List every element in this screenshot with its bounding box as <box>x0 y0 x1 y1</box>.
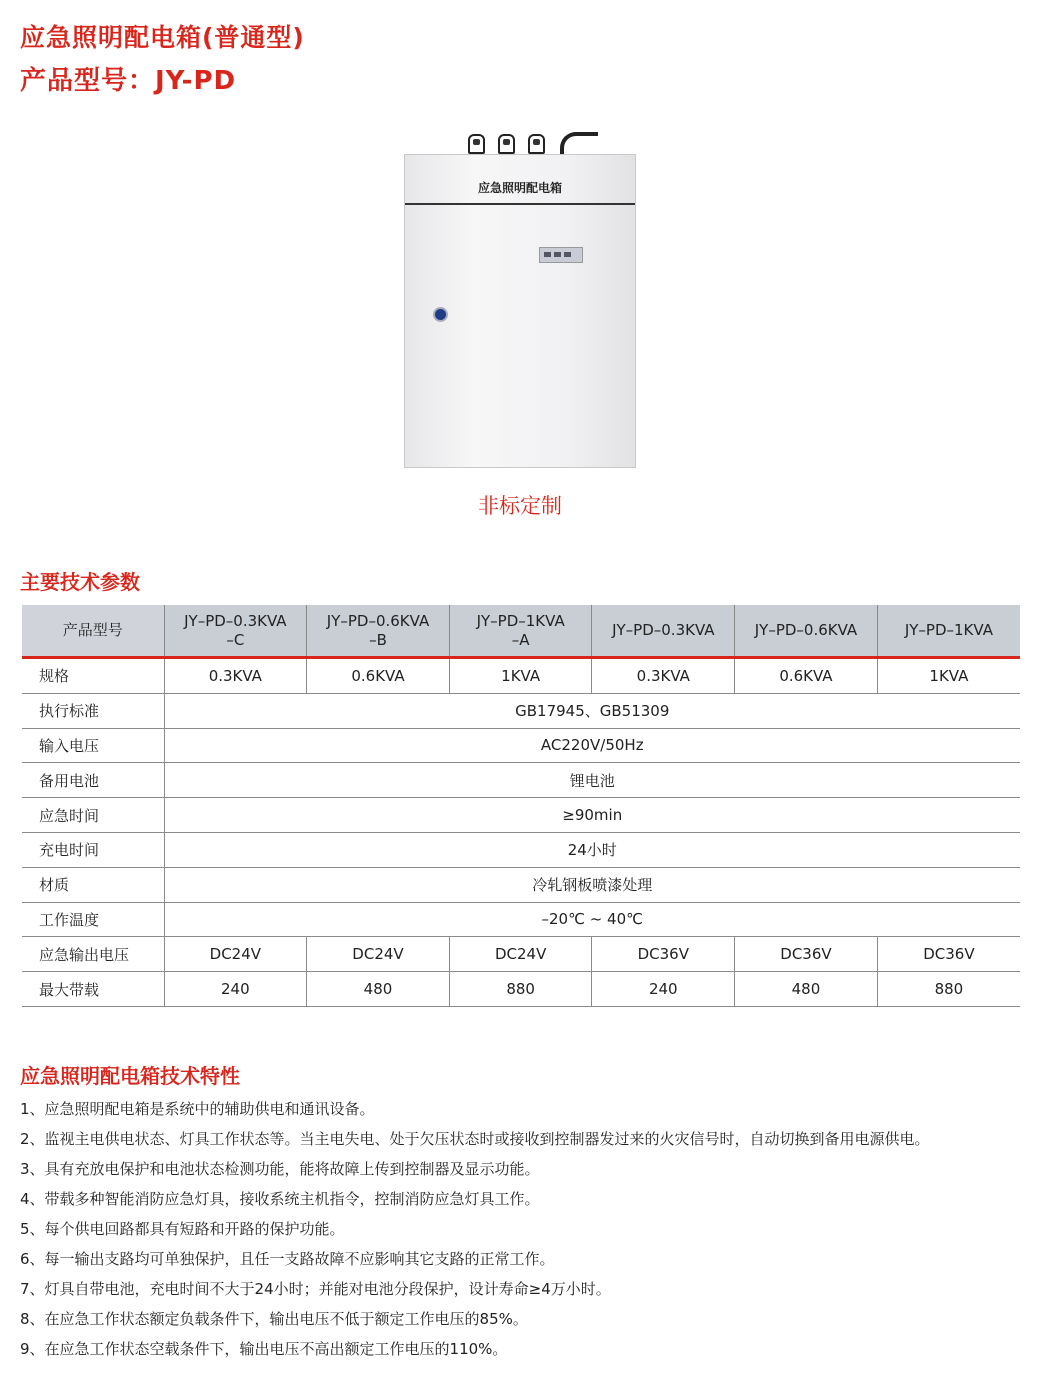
spec-cell: 1KVA <box>877 658 1020 694</box>
spec-cell-merged: ≥90min <box>164 798 1020 833</box>
spec-row-label: 充电时间 <box>22 832 164 867</box>
feature-item: 9、在应急工作状态空载条件下，输出电压不高出额定工作电压的110%。 <box>20 1340 508 1358</box>
cable-gland-icon <box>468 134 485 154</box>
spec-header-model <box>592 605 735 658</box>
spec-header-line: –A <box>511 630 530 649</box>
spec-row <box>22 972 1020 1007</box>
spec-cell-merged: GB17945、GB51309 <box>164 693 1020 728</box>
door-lock-icon <box>433 307 448 322</box>
spec-cell: DC36V <box>877 937 1020 972</box>
spec-cell: DC24V <box>449 937 592 972</box>
features-list <box>20 1094 1035 1364</box>
features-section-heading: 应急照明配电箱技术特性 <box>20 1064 240 1088</box>
spec-cell: DC24V <box>164 937 307 972</box>
spec-row <box>22 693 1020 728</box>
spec-header-model <box>307 605 450 658</box>
spec-table <box>22 605 1020 1007</box>
feature-item: 7、灯具自带电池，充电时间不大于24小时；并能对电池分段保护，设计寿命≥4万小时。 <box>20 1280 611 1298</box>
spec-cell: DC36V <box>735 937 878 972</box>
spec-header-model <box>449 605 592 658</box>
spec-header-line: JY–PD–1KVA <box>904 621 993 639</box>
spec-cell: 0.6KVA <box>735 658 878 694</box>
spec-cell-merged: 锂电池 <box>164 763 1020 798</box>
spec-row-label: 材质 <box>22 867 164 902</box>
spec-header-model <box>735 605 878 658</box>
product-image <box>404 134 636 468</box>
image-caption: 非标定制 <box>478 494 562 518</box>
spec-row <box>22 763 1020 798</box>
spec-header-label <box>22 605 164 658</box>
spec-header-model <box>877 605 1020 658</box>
spec-header-line: JY–PD–0.6KVA <box>754 621 858 639</box>
spec-header-line: JY–PD–0.3KVA <box>184 611 287 630</box>
cabinet-divider <box>405 203 635 205</box>
spec-cell: 240 <box>164 972 307 1007</box>
spec-cell: 880 <box>877 972 1020 1007</box>
spec-row-label: 工作温度 <box>22 902 164 937</box>
spec-row-label: 执行标准 <box>22 693 164 728</box>
spec-cell: 480 <box>307 972 450 1007</box>
spec-row <box>22 728 1020 763</box>
spec-row-label: 备用电池 <box>22 763 164 798</box>
spec-cell: 880 <box>449 972 592 1007</box>
spec-row <box>22 867 1020 902</box>
spec-cell: 480 <box>735 972 878 1007</box>
spec-row <box>22 798 1020 833</box>
feature-item: 3、具有充放电保护和电池状态检测功能，能将故障上传到控制器及显示功能。 <box>20 1160 540 1178</box>
spec-row-label: 最大带载 <box>22 972 164 1007</box>
cable-gland-icon <box>528 134 545 154</box>
spec-cell: 0.6KVA <box>307 658 450 694</box>
spec-cell: 0.3KVA <box>164 658 307 694</box>
spec-header-line: –C <box>226 630 245 649</box>
feature-item: 2、监视主电供电状态、灯具工作状态等。当主电失电、处于欠压状态时或接收到控制器发过来的火灾信号时，自动切换到备用电源供电。 <box>20 1130 930 1148</box>
spec-row-label: 应急输出电压 <box>22 937 164 972</box>
spec-header-line: JY–PD–1KVA <box>476 611 565 630</box>
product-model-heading: 产品型号：JY-PD <box>20 66 237 96</box>
feature-item: 6、每一输出支路均可单独保护，且任一支路故障不应影响其它支路的正常工作。 <box>20 1250 555 1268</box>
spec-cell: DC36V <box>592 937 735 972</box>
spec-cell-merged: 冷轧钢板喷漆处理 <box>164 867 1020 902</box>
spec-row-label: 应急时间 <box>22 798 164 833</box>
spec-table-header-row <box>22 605 1020 658</box>
cabinet-body <box>404 154 636 468</box>
spec-header-line: JY–PD–0.6KVA <box>326 611 430 630</box>
spec-header-line: JY–PD–0.3KVA <box>612 621 715 639</box>
spec-cell: DC24V <box>307 937 450 972</box>
spec-row <box>22 937 1020 972</box>
spec-header-line: 产品型号 <box>62 621 123 639</box>
spec-cell-merged: AC220V/50Hz <box>164 728 1020 763</box>
feature-item: 8、在应急工作状态额定负载条件下，输出电压不低于额定工作电压的85%。 <box>20 1310 528 1328</box>
feature-item: 4、带载多种智能消防应急灯具，接收系统主机指令，控制消防应急灯具工作。 <box>20 1190 540 1208</box>
feature-item: 1、应急照明配电箱是系统中的辅助供电和通讯设备。 <box>20 1100 375 1118</box>
spec-cell: 0.3KVA <box>592 658 735 694</box>
spec-cell-merged: 24小时 <box>164 832 1020 867</box>
spec-header-model <box>164 605 307 658</box>
spec-row <box>22 902 1020 937</box>
spec-cell-merged: –20℃ ~ 40℃ <box>164 902 1020 937</box>
cable-gland-icon <box>498 134 515 154</box>
spec-row-label: 规格 <box>22 658 164 694</box>
spec-section-heading: 主要技术参数 <box>20 570 140 594</box>
feature-item: 5、每个供电回路都具有短路和开路的保护功能。 <box>20 1220 345 1238</box>
spec-row-label: 输入电压 <box>22 728 164 763</box>
spec-cell: 240 <box>592 972 735 1007</box>
cabinet-label: 应急照明配电箱 <box>477 181 562 195</box>
spec-header-line: –B <box>369 630 387 649</box>
spec-row <box>22 832 1020 867</box>
indicator-panel <box>539 247 583 263</box>
page-title: 应急照明配电箱(普通型) <box>20 23 305 52</box>
spec-row <box>22 658 1020 694</box>
spec-cell: 1KVA <box>449 658 592 694</box>
